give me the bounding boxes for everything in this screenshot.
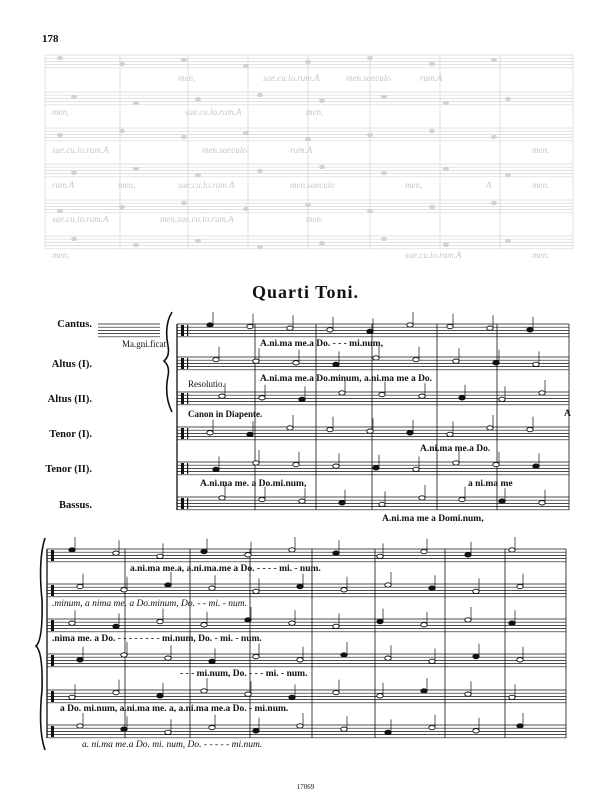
faded-note: [119, 62, 125, 66]
faded-note: [429, 62, 435, 66]
clef-mark: [187, 358, 188, 369]
faded-lyric: sae.cu.lo.rum.A: [263, 73, 320, 83]
clef-mark: [181, 393, 184, 404]
faded-lyric: rum.A: [420, 73, 443, 83]
note: [297, 724, 303, 728]
note: [429, 725, 435, 729]
note: [201, 689, 207, 693]
faded-note: [319, 241, 325, 245]
note: [341, 588, 347, 592]
note: [209, 659, 215, 663]
note: [299, 397, 305, 401]
note: [245, 553, 251, 557]
note: [219, 394, 225, 398]
note: [421, 689, 427, 693]
note: [289, 548, 295, 552]
note: [333, 624, 339, 628]
note: [493, 361, 499, 365]
note: [385, 730, 391, 734]
note: [121, 588, 127, 592]
lyric-tenor-2b: a ni.ma me: [468, 479, 513, 489]
note: [487, 326, 493, 330]
clef-mark: [51, 585, 54, 596]
note: [407, 323, 413, 327]
faded-note: [491, 58, 497, 62]
lyric-cantus: A.ni.ma me.a Do. - - - mi.num,: [260, 339, 383, 349]
faded-note: [367, 133, 373, 137]
faded-note: [305, 203, 311, 207]
voice-label-bassus: Bassus.: [59, 500, 92, 511]
note: [69, 621, 75, 625]
faded-lyric: sae.cu.lo.rum.A: [185, 107, 242, 117]
faded-lyric: men.sae.cu.lo.rum.A: [160, 214, 234, 224]
faded-lyric: sae.cu.lo.rum.A: [52, 145, 109, 155]
faded-note: [181, 201, 187, 205]
note: [333, 690, 339, 694]
note: [77, 584, 83, 588]
note: [447, 432, 453, 436]
note: [287, 326, 293, 330]
faded-note: [505, 239, 511, 243]
note: [413, 467, 419, 471]
faded-note: [429, 205, 435, 209]
clef-mark: [51, 620, 54, 631]
note: [289, 695, 295, 699]
note: [527, 427, 533, 431]
faded-lyric: rum.A: [52, 180, 75, 190]
note: [245, 618, 251, 622]
faded-note: [181, 58, 187, 62]
note: [527, 328, 533, 332]
note: [247, 324, 253, 328]
note: [289, 621, 295, 625]
voice-label-altus-2: Altus (II).: [47, 394, 92, 405]
faded-note: [119, 129, 125, 133]
faded-lyric: men.saeculo: [346, 73, 391, 83]
faded-note: [243, 207, 249, 211]
faded-note: [367, 56, 373, 60]
clef-mark: [181, 325, 184, 336]
faded-note: [71, 95, 77, 99]
faded-note: [243, 131, 249, 135]
note: [113, 624, 119, 628]
note: [465, 618, 471, 622]
note: [253, 589, 259, 593]
note: [69, 548, 75, 552]
note: [539, 391, 545, 395]
note: [259, 396, 265, 400]
lyric-s2-line5: a Do. mi.num, a.ni.ma me. a, a.ni.ma me.a Do. - mi.num.: [60, 704, 289, 714]
note: [373, 466, 379, 470]
lyric-tenor-2: A.ni.ma me. a Do.mi.num,: [200, 479, 307, 489]
note: [379, 392, 385, 396]
faded-note: [505, 97, 511, 101]
faded-note: [491, 201, 497, 205]
note: [341, 653, 347, 657]
faded-note: [133, 243, 139, 247]
faded-note: [381, 237, 387, 241]
faded-note: [305, 60, 311, 64]
note: [213, 357, 219, 361]
note: [259, 497, 265, 501]
note: [77, 724, 83, 728]
note: [201, 623, 207, 627]
note: [253, 654, 259, 658]
clef-mark: [187, 463, 188, 474]
note: [429, 659, 435, 663]
note: [421, 549, 427, 553]
voice-label-altus-1: Altus (I).: [51, 359, 92, 370]
page-title: Quarti Toni.: [251, 282, 360, 302]
faded-lyric: men.saeculo: [290, 180, 335, 190]
note: [333, 362, 339, 366]
clef-mark: [51, 726, 54, 737]
note: [473, 654, 479, 658]
note: [253, 729, 259, 733]
note: [327, 328, 333, 332]
faded-note: [305, 137, 311, 141]
note: [487, 426, 493, 430]
faded-note: [243, 64, 249, 68]
note: [253, 461, 259, 465]
note: [509, 548, 515, 552]
system-brace: [36, 538, 45, 750]
clef-mark: [187, 325, 188, 336]
faded-note: [491, 135, 497, 139]
note: [517, 724, 523, 728]
note: [499, 499, 505, 503]
faded-note: [57, 56, 63, 60]
note: [113, 690, 119, 694]
note: [113, 551, 119, 555]
note: [293, 462, 299, 466]
note: [165, 730, 171, 734]
incipit-label: Ma.gni.ficat: [122, 339, 166, 349]
note: [213, 467, 219, 471]
faded-lyric: sae.cu.lo.rum.A: [178, 180, 235, 190]
faded-note: [257, 245, 263, 249]
note: [407, 431, 413, 435]
voice-label-tenor-1: Tenor (I).: [49, 429, 92, 440]
note: [121, 727, 127, 731]
voice-label-cantus: Cantus.: [57, 319, 92, 330]
faded-note: [443, 167, 449, 171]
note: [473, 729, 479, 733]
note: [165, 583, 171, 587]
note: [333, 464, 339, 468]
clef-mark: [51, 550, 54, 561]
note: [419, 496, 425, 500]
note: [299, 499, 305, 503]
note: [373, 356, 379, 360]
faded-note: [443, 243, 449, 247]
note: [517, 584, 523, 588]
clef-mark: [51, 691, 54, 702]
note: [209, 586, 215, 590]
faded-note: [443, 101, 449, 105]
lyric-s2-line3: .nima me. a Do. - - - - - - - - mi.num, Do. - mi. - num.: [52, 634, 262, 644]
note: [459, 497, 465, 501]
note: [533, 362, 539, 366]
note: [121, 653, 127, 657]
note: [157, 619, 163, 623]
note: [77, 658, 83, 662]
faded-lyric: men,: [178, 73, 196, 83]
voice-label-tenor-2: Tenor (II).: [45, 464, 92, 475]
note: [297, 584, 303, 588]
note: [209, 725, 215, 729]
note: [69, 695, 75, 699]
faded-note: [57, 209, 63, 213]
resolutio-label: Resolutio.: [188, 379, 225, 389]
note: [385, 656, 391, 660]
note: [287, 426, 293, 430]
note: [421, 623, 427, 627]
note: [385, 583, 391, 587]
note: [465, 692, 471, 696]
note: [465, 553, 471, 557]
note: [377, 694, 383, 698]
faded-lyric: men,: [405, 180, 423, 190]
note: [245, 692, 251, 696]
note: [157, 554, 163, 558]
page-number: 178: [42, 33, 59, 45]
note: [165, 656, 171, 660]
note: [453, 359, 459, 363]
faded-note: [381, 95, 387, 99]
note: [413, 357, 419, 361]
note: [377, 619, 383, 623]
faded-lyric: A: [486, 180, 492, 190]
clef-mark: [187, 393, 188, 404]
faded-lyric: sae.cu.lo.rum.A: [52, 214, 109, 224]
faded-note: [257, 169, 263, 173]
note: [333, 551, 339, 555]
faded-note: [319, 99, 325, 103]
faded-lyric: men.saeculo: [202, 145, 247, 155]
note: [379, 502, 385, 506]
clef-mark: [51, 655, 54, 666]
note: [533, 464, 539, 468]
note: [201, 549, 207, 553]
note: [459, 396, 465, 400]
clef-mark: [181, 358, 184, 369]
note: [419, 394, 425, 398]
faded-note: [367, 209, 373, 213]
faded-note: [505, 173, 511, 177]
note: [539, 501, 545, 505]
note: [429, 586, 435, 590]
faded-lyric: men.: [532, 180, 550, 190]
faded-note: [71, 171, 77, 175]
lyric-altus-1: A.ni.ma me.a Do.minum, a.ni.ma me a Do.: [260, 374, 433, 384]
note: [367, 329, 373, 333]
canon-label: Canon in Diapente.: [188, 409, 263, 419]
lyric-tenor-1: A.ni.ma me.a Do.: [420, 444, 491, 454]
note: [339, 501, 345, 505]
clef-mark: [181, 428, 184, 439]
faded-note: [257, 93, 263, 97]
note: [219, 496, 225, 500]
clef-mark: [187, 498, 188, 509]
note: [377, 554, 383, 558]
faded-lyric: men,: [52, 250, 70, 260]
faded-lyric: men,: [306, 107, 324, 117]
note: [509, 695, 515, 699]
lyric-bassus: A.ni.ma me a Domi.num,: [382, 514, 484, 524]
note: [493, 462, 499, 466]
faded-note: [71, 237, 77, 241]
note: [207, 323, 213, 327]
note: [253, 359, 259, 363]
note: [157, 694, 163, 698]
note: [339, 391, 345, 395]
faded-note: [381, 171, 387, 175]
system-brace: [164, 312, 172, 412]
clef-mark: [181, 463, 184, 474]
lyric-s2-line4: - - - mi.num, Do. - - - mi. - num.: [180, 669, 308, 679]
faded-note: [195, 239, 201, 243]
note: [499, 397, 505, 401]
lyric-s2-line6: a. ni.ma me.a Do. mi. num, Do. - - - - - mi.num.: [82, 740, 263, 750]
faded-note: [57, 133, 63, 137]
lyric-s2-line1: a.ni.ma me.a, a.ni.ma.me a Do. - - - - mi. - num.: [130, 564, 321, 574]
faded-lyric: rum.A: [290, 145, 313, 155]
note: [297, 658, 303, 662]
faded-lyric: men.: [532, 145, 550, 155]
note: [447, 324, 453, 328]
note: [509, 621, 515, 625]
faded-note: [195, 173, 201, 177]
faded-note: [429, 129, 435, 133]
faded-lyric: men,: [52, 107, 70, 117]
note: [341, 727, 347, 731]
note: [517, 658, 523, 662]
faded-lyric: men.: [532, 250, 550, 260]
faded-note: [133, 101, 139, 105]
note: [367, 429, 373, 433]
note: [247, 432, 253, 436]
faded-lyric: men,: [118, 180, 136, 190]
faded-lyric: men.: [306, 214, 324, 224]
note: [293, 361, 299, 365]
note: [207, 431, 213, 435]
clef-mark: [181, 498, 184, 509]
faded-note: [133, 167, 139, 171]
note: [473, 589, 479, 593]
faded-note: [119, 205, 125, 209]
lyric-s2-line2: .minum, a nima me. a Do.minum, Do. - - mi. - num.: [52, 599, 247, 609]
plate-number: 17069: [296, 783, 315, 791]
lyric-altus-2: A: [564, 409, 571, 419]
faded-note: [319, 165, 325, 169]
faded-lyric: sae.cu.lo.rum.A: [405, 250, 462, 260]
faded-note: [195, 97, 201, 101]
note: [453, 461, 459, 465]
note: [327, 427, 333, 431]
faded-note: [181, 135, 187, 139]
clef-mark: [187, 428, 188, 439]
